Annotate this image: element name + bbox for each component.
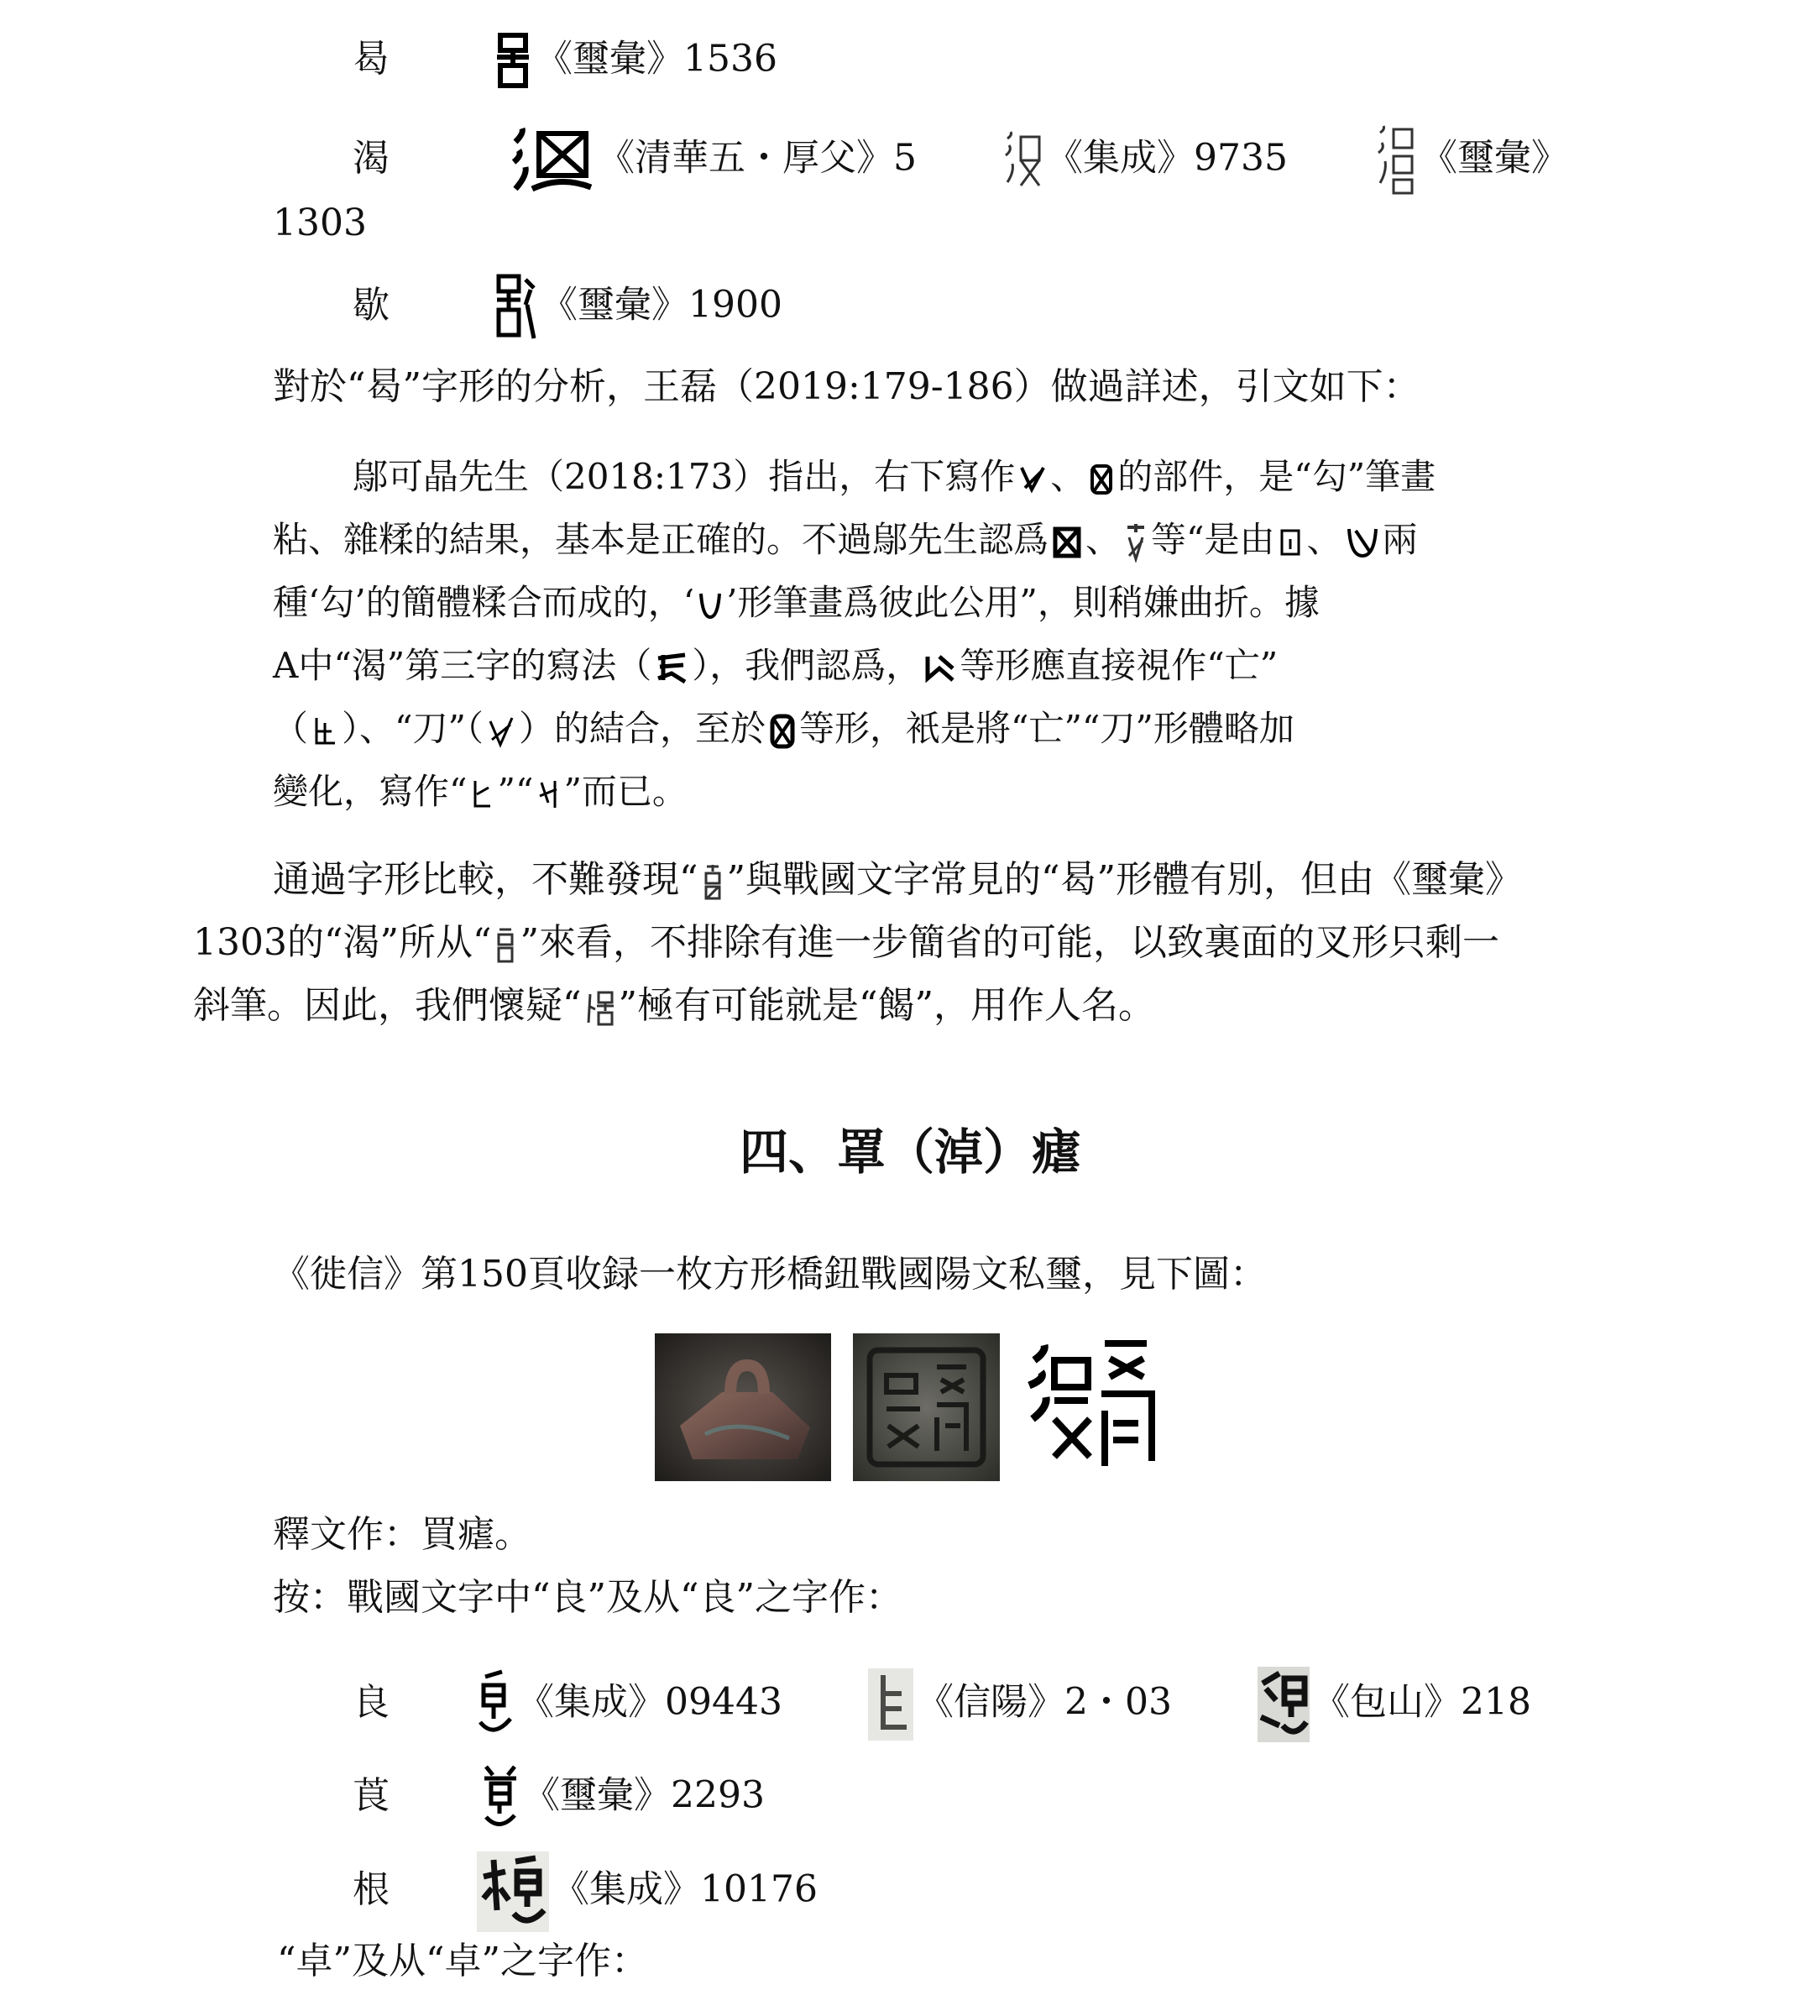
citation: 《包山》218 [1312, 1680, 1531, 1724]
ancient-glyph-icon [924, 652, 956, 685]
row-char: 良 [353, 1680, 390, 1724]
ancient-glyph-icon [487, 715, 515, 748]
seal-photo-side [655, 1333, 831, 1481]
ancient-glyph-icon [477, 1668, 514, 1741]
seal-intro: 《徙信》第150頁收録一枚方形橋鈕戰國陽文私璽，見下圖： [273, 1253, 1267, 1296]
last-line: “卓”及从“卓”之字作： [277, 1940, 648, 1982]
row-char: 曷 [353, 37, 390, 81]
char-row-lang [353, 1762, 765, 1834]
paragraph-line-2: 1303的“渴”所从“ ”來看，不排除有進一步簡省的可能，以致裏面的叉形只剩一 [193, 921, 1499, 964]
ancient-glyph-icon [1018, 463, 1047, 496]
char-row-ke [353, 124, 1568, 196]
ancient-glyph-icon [1373, 124, 1417, 196]
quote-line-2: 粘、雜糅的結果，基本是正確的。不過鄔先生認爲 、 等“是由 、 兩 [273, 516, 1418, 563]
row-char: 歇 [353, 283, 390, 327]
ancient-glyph-icon [698, 589, 723, 622]
ancient-glyph-icon [536, 778, 560, 811]
row-char: 渴 [353, 136, 390, 180]
ancient-glyph-icon [1279, 526, 1304, 559]
citation: 《璽彙》1536 [536, 37, 777, 81]
citation: 《璽彙》2293 [523, 1773, 765, 1817]
char-row-xie [353, 271, 782, 343]
quote-line-5: （ ）、“刀”（ ）的結合，至於 等形，衹是將“亡”“刀”形體略加 [273, 708, 1294, 749]
ancient-glyph-icon [769, 713, 796, 750]
ancient-glyph-icon [494, 926, 516, 965]
section-heading: 四、罩（淖）瘧 [739, 1123, 1080, 1181]
transcription: 釋文作：買瘧。 [273, 1513, 531, 1556]
ancient-glyph-icon [1124, 522, 1148, 563]
seal-impression [1021, 1335, 1164, 1483]
seal-photo-face [853, 1333, 1000, 1481]
note: 按：戰國文字中“良”及从“良”之字作： [273, 1576, 902, 1619]
quote-line-1: 鄔可晶先生（2018:173）指出，右下寫作 、 的部件，是“勾”筆畫 [353, 456, 1436, 497]
quote-line-3: 種‘勾’的簡體糅合而成的，‘ ’形筆畫爲彼此公用”，則稍嫌曲折。據 [273, 582, 1320, 623]
paragraph-line-1: 通過字形比較，不難發現“ ”與戰國文字常見的“曷”形體有別，但由《璽彙》 [273, 858, 1522, 901]
row-char: 根 [353, 1867, 390, 1911]
row-char: 莨 [353, 1773, 390, 1817]
ancient-glyph-icon [494, 32, 532, 91]
ancient-glyph-icon [311, 715, 338, 748]
ancient-glyph-icon [655, 650, 688, 687]
ancient-glyph-icon [494, 271, 537, 343]
ancient-glyph-icon [1052, 526, 1082, 559]
ancient-glyph-icon [477, 1851, 549, 1932]
row-continuation: 1303 [273, 202, 367, 244]
char-row-gen [353, 1851, 818, 1932]
citation: 《集成》09443 [517, 1680, 782, 1724]
ancient-glyph-icon [1089, 463, 1114, 496]
citation: 《集成》10176 [552, 1867, 818, 1911]
ancient-glyph-icon [585, 989, 615, 1028]
quote-line-4: A中“渴”第三字的寫法（ ），我們認爲， 等形應直接視作“亡” [273, 645, 1279, 686]
ancient-glyph-icon [1346, 526, 1379, 559]
ancient-glyph-icon [868, 1668, 913, 1741]
quote-line-6: 變化，寫作“ ”“ ”而已。 [273, 771, 688, 812]
ancient-glyph-icon [481, 1762, 520, 1834]
intro-sentence: 對於“曷”字形的分析，王磊（2019:179-186）做過詳述，引文如下： [273, 365, 1420, 408]
citation: 《璽彙》 [1420, 136, 1568, 180]
citation: 《信陽》2・03 [916, 1680, 1172, 1724]
ancient-glyph-icon [1002, 130, 1043, 191]
citation: 《清華五・厚父》5 [598, 136, 917, 180]
char-row-he [353, 32, 777, 91]
citation: 《集成》9735 [1046, 136, 1288, 180]
ancient-glyph-icon [1258, 1667, 1310, 1742]
char-row-liang [353, 1667, 1531, 1742]
ancient-glyph-icon [470, 778, 494, 811]
ancient-glyph-icon [510, 125, 594, 196]
ancient-glyph-icon [702, 863, 724, 902]
citation: 《璽彙》1900 [541, 283, 782, 327]
paragraph-line-3: 斜筆。因此，我們懷疑“ ”極有可能就是“餲”，用作人名。 [193, 984, 1155, 1027]
